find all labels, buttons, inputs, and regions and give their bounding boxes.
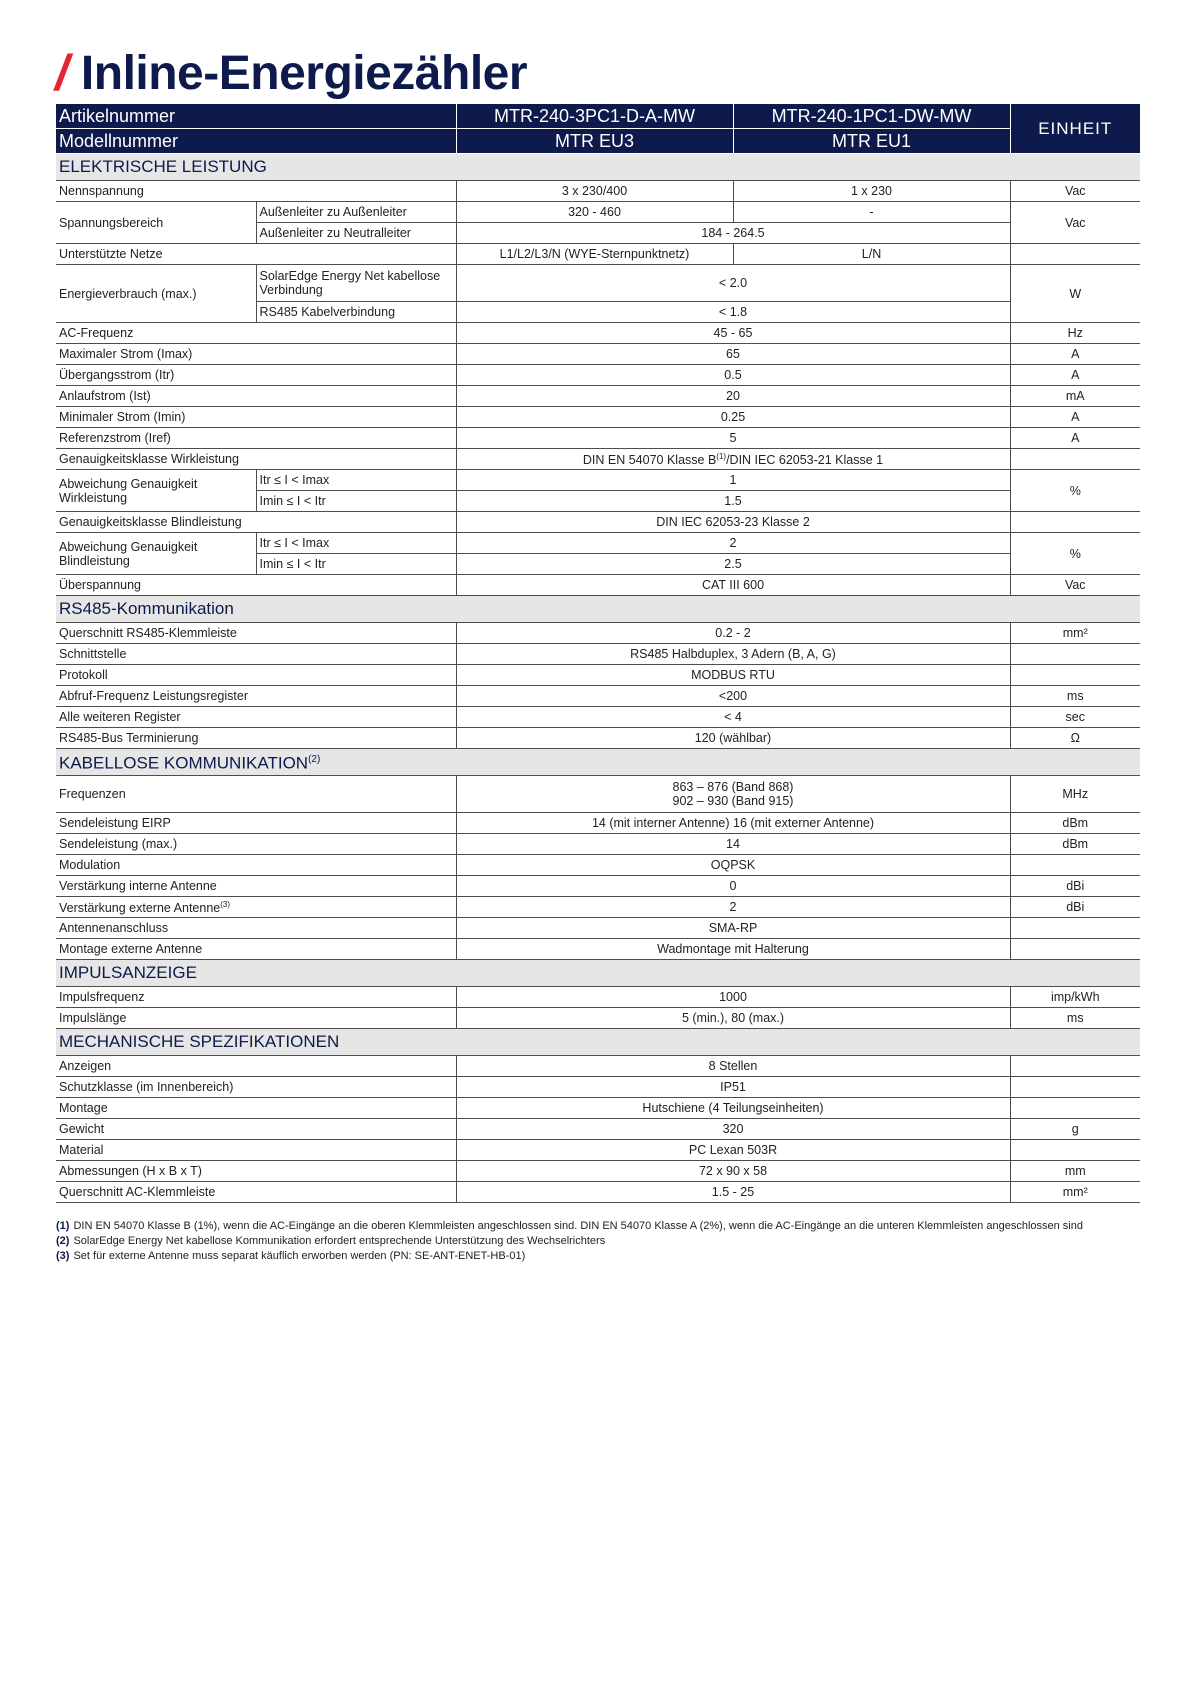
table-row [56,686,1140,707]
table-row [56,1077,1140,1098]
row-value: 3 x 230/400 [456,181,733,202]
footnote-ref: (3) [220,900,231,910]
row-unit [1010,1056,1140,1077]
value-line: 902 – 930 (Band 915) [672,794,794,808]
row-value: OQPSK [456,855,1010,876]
label-text: Verstärkung externe Antenne [59,901,221,916]
footnote-ref: (1) [716,452,727,462]
row-unit: Ω [1010,728,1140,749]
row-value: 5 (min.), 80 (max.) [456,1008,1010,1029]
row-label: RS485-Bus Terminierung [56,728,456,749]
page-title [55,44,527,102]
table-row [56,202,1140,223]
row-value: 2 [456,533,1010,554]
table-row [56,644,1140,665]
table-row [56,407,1140,428]
section-title: ELEKTRISCHE LEISTUNG [56,154,1140,181]
row-label: Abfruf-Frequenz Leistungsregister [56,686,456,707]
row-value: Wadmontage mit Halterung [456,939,1010,960]
spec-table [56,104,1140,1203]
artikel-1: MTR-240-3PC1-D-A-MW [456,104,733,129]
table-row [56,428,1140,449]
header-row-modell [56,129,1140,154]
title-text: Inline-Energiezähler [80,46,528,100]
row-label: Nennspannung [56,181,456,202]
row-value: 14 [456,834,1010,855]
table-row [56,533,1140,554]
row-unit: mm² [1010,1182,1140,1203]
table-row [56,512,1140,533]
row-value: < 1.8 [456,302,1010,323]
row-label: Abweichung Genauigkeit Wirkleistung [56,470,256,512]
row-unit: MHz [1010,776,1140,813]
footnote [56,1249,1140,1264]
row-label: Unterstützte Netze [56,244,456,265]
row-sublabel: Itr ≤ I < Imax [256,533,456,554]
table-row [56,665,1140,686]
table-row [56,1161,1140,1182]
row-value: 8 Stellen [456,1056,1010,1077]
row-label: Protokoll [56,665,456,686]
row-label: Alle weiteren Register [56,707,456,728]
row-value: 2 [456,897,1010,918]
footnote-number: (2) [56,1235,70,1247]
row-label: Verstärkung interne Antenne [56,876,456,897]
row-label: Impulslänge [56,1008,456,1029]
footnote-number: (3) [56,1250,70,1262]
row-unit [1010,665,1140,686]
footnote-text: SolarEdge Energy Net kabellose Kommunikation erfordert entsprechende Unterstützung des Wechselrichters [73,1235,606,1247]
row-label: Modulation [56,855,456,876]
table-row [56,575,1140,596]
table-row [56,987,1140,1008]
row-unit: mA [1010,386,1140,407]
row-value: 1.5 - 25 [456,1182,1010,1203]
row-unit: A [1010,365,1140,386]
row-value: L1/L2/L3/N (WYE-Sternpunktnetz) [456,244,733,265]
section-title: RS485-Kommunikation [56,596,1140,623]
row-label: Minimaler Strom (Imin) [56,407,456,428]
row-value: 1 [456,470,1010,491]
row-value: 14 (mit interner Antenne) 16 (mit externer Antenne) [456,813,1010,834]
row-unit [1010,855,1140,876]
row-unit: W [1010,265,1140,323]
table-row [56,181,1140,202]
row-value [456,776,1010,813]
section-mechanisch [56,1029,1140,1056]
row-value: 320 - 460 [456,202,733,223]
table-row [56,386,1140,407]
row-unit: A [1010,428,1140,449]
row-value: 120 (wählbar) [456,728,1010,749]
value-line: 863 – 876 (Band 868) [672,780,794,794]
table-row [56,1098,1140,1119]
modell-2: MTR EU1 [733,129,1010,154]
row-unit: % [1010,533,1140,575]
row-sublabel: SolarEdge Energy Net kabellose Verbindung [256,265,456,302]
row-unit [1010,1098,1140,1119]
row-value: 0.5 [456,365,1010,386]
value-part: /DIN IEC 62053-21 Klasse 1 [726,453,884,468]
table-row [56,876,1140,897]
row-value: 20 [456,386,1010,407]
table-row [56,855,1140,876]
row-sublabel: Außenleiter zu Außenleiter [256,202,456,223]
row-unit: A [1010,344,1140,365]
table-row [56,728,1140,749]
table-row [56,323,1140,344]
row-value: 72 x 90 x 58 [456,1161,1010,1182]
row-value: < 2.0 [456,265,1010,302]
row-unit: dBi [1010,897,1140,918]
row-label: Überspannung [56,575,456,596]
footnote-ref: (2) [308,754,321,766]
row-value: 184 - 264.5 [456,223,1010,244]
row-unit: Vac [1010,202,1140,244]
row-unit: sec [1010,707,1140,728]
row-unit: dBm [1010,813,1140,834]
row-value: 65 [456,344,1010,365]
table-row [56,365,1140,386]
table-row [56,344,1140,365]
row-unit: Vac [1010,575,1140,596]
row-value: < 4 [456,707,1010,728]
row-label: Antennenanschluss [56,918,456,939]
row-unit: A [1010,407,1140,428]
row-unit [1010,918,1140,939]
row-unit: imp/kWh [1010,987,1140,1008]
row-label: Abmessungen (H x B x T) [56,1161,456,1182]
row-value: DIN IEC 62053-23 Klasse 2 [456,512,1010,533]
row-sublabel: RS485 Kabelverbindung [256,302,456,323]
table-row [56,449,1140,470]
section-title: MECHANISCHE SPEZIFIKATIONEN [56,1029,1140,1056]
row-value: L/N [733,244,1010,265]
footnote-text: DIN EN 54070 Klasse B (1%), wenn die AC-Eingänge an die oberen Klemmleisten angeschlossen sind. DIN EN 54070 Klasse A (2%), wenn die AC-Eingänge an die unteren Klemmleisten angeschlossen sind [73,1220,1083,1232]
row-label: Schutzklasse (im Innenbereich) [56,1077,456,1098]
row-value: 1.5 [456,491,1010,512]
table-row [56,1119,1140,1140]
row-label: Sendeleistung EIRP [56,813,456,834]
row-value: 2.5 [456,554,1010,575]
row-label: Schnittstelle [56,644,456,665]
row-unit [1010,1140,1140,1161]
row-label: Montage [56,1098,456,1119]
row-label: Maximaler Strom (Imax) [56,344,456,365]
table-row [56,265,1140,302]
row-unit: mm [1010,1161,1140,1182]
row-label: Montage externe Antenne [56,939,456,960]
row-sublabel: Außenleiter zu Neutralleiter [256,223,456,244]
row-label: Sendeleistung (max.) [56,834,456,855]
row-unit: ms [1010,1008,1140,1029]
row-value: 0 [456,876,1010,897]
row-label: Frequenzen [56,776,456,813]
row-value: SMA-RP [456,918,1010,939]
table-row [56,1140,1140,1161]
row-unit: % [1010,470,1140,512]
artikel-2: MTR-240-1PC1-DW-MW [733,104,1010,129]
table-row [56,776,1140,813]
row-unit [1010,244,1140,265]
row-label: Übergangsstrom (Itr) [56,365,456,386]
row-value: 0.2 - 2 [456,623,1010,644]
row-value: <200 [456,686,1010,707]
table-row [56,707,1140,728]
row-label [56,897,456,918]
table-row [56,1008,1140,1029]
section-elektrisch [56,154,1140,181]
row-label: Gewicht [56,1119,456,1140]
footnotes [56,1219,1140,1264]
table-row [56,1182,1140,1203]
row-sublabel: Imin ≤ I < Itr [256,491,456,512]
table-row [56,834,1140,855]
row-unit: dBm [1010,834,1140,855]
table-row [56,623,1140,644]
row-value: CAT III 600 [456,575,1010,596]
section-kabellos [56,749,1140,776]
section-title: IMPULSANZEIGE [56,960,1140,987]
row-label: Abweichung Genauigkeit Blindleistung [56,533,256,575]
table-row [56,897,1140,918]
header-row-artikel [56,104,1140,129]
row-unit: mm² [1010,623,1140,644]
table-row [56,939,1140,960]
row-sublabel: Imin ≤ I < Itr [256,554,456,575]
row-sublabel: Itr ≤ I < Imax [256,470,456,491]
footnote-number: (1) [56,1220,70,1232]
table-row [56,918,1140,939]
row-unit [1010,644,1140,665]
value-part: DIN EN 54070 Klasse B [582,453,717,468]
modell-label: Modellnummer [56,129,456,154]
section-rs485 [56,596,1140,623]
row-unit: ms [1010,686,1140,707]
footnote-text: Set für externe Antenne muss separat käuflich erworben werden (PN: SE-ANT-ENET-HB-01) [73,1250,526,1262]
table-row [56,1056,1140,1077]
row-unit: dBi [1010,876,1140,897]
row-label: Spannungsbereich [56,202,256,244]
row-value: Hutschiene (4 Teilungseinheiten) [456,1098,1010,1119]
row-value: 320 [456,1119,1010,1140]
row-value: 5 [456,428,1010,449]
row-value: 45 - 65 [456,323,1010,344]
row-value: MODBUS RTU [456,665,1010,686]
row-label: Referenzstrom (Iref) [56,428,456,449]
row-value: - [733,202,1010,223]
row-value: 1 x 230 [733,181,1010,202]
row-value: 0.25 [456,407,1010,428]
unit-header: EINHEIT [1010,104,1140,154]
row-label: Querschnitt AC-Klemmleiste [56,1182,456,1203]
row-label: Genauigkeitsklasse Blindleistung [56,512,456,533]
modell-1: MTR EU3 [456,129,733,154]
row-label: Querschnitt RS485-Klemmleiste [56,623,456,644]
row-label: Material [56,1140,456,1161]
row-label: AC-Frequenz [56,323,456,344]
row-unit [1010,939,1140,960]
slash-accent: / [55,45,69,101]
row-label: Genauigkeitsklasse Wirkleistung [56,449,456,470]
footnote [56,1219,1140,1234]
row-unit: Vac [1010,181,1140,202]
row-label: Anzeigen [56,1056,456,1077]
table-row [56,813,1140,834]
row-unit [1010,512,1140,533]
row-label: Energieverbrauch (max.) [56,265,256,323]
row-value: PC Lexan 503R [456,1140,1010,1161]
row-unit [1010,449,1140,470]
row-label: Impulsfrequenz [56,987,456,1008]
row-value [456,449,1010,470]
row-value: RS485 Halbduplex, 3 Adern (B, A, G) [456,644,1010,665]
row-unit: g [1010,1119,1140,1140]
section-title [56,749,1140,776]
section-title-text: KABELLOSE KOMMUNIKATION [59,753,309,773]
table-row [56,470,1140,491]
footnote [56,1234,1140,1249]
row-label: Anlaufstrom (Ist) [56,386,456,407]
row-unit [1010,1077,1140,1098]
row-value: 1000 [456,987,1010,1008]
section-impuls [56,960,1140,987]
row-unit: Hz [1010,323,1140,344]
row-value: IP51 [456,1077,1010,1098]
table-row [56,244,1140,265]
artikel-label: Artikelnummer [56,104,456,129]
